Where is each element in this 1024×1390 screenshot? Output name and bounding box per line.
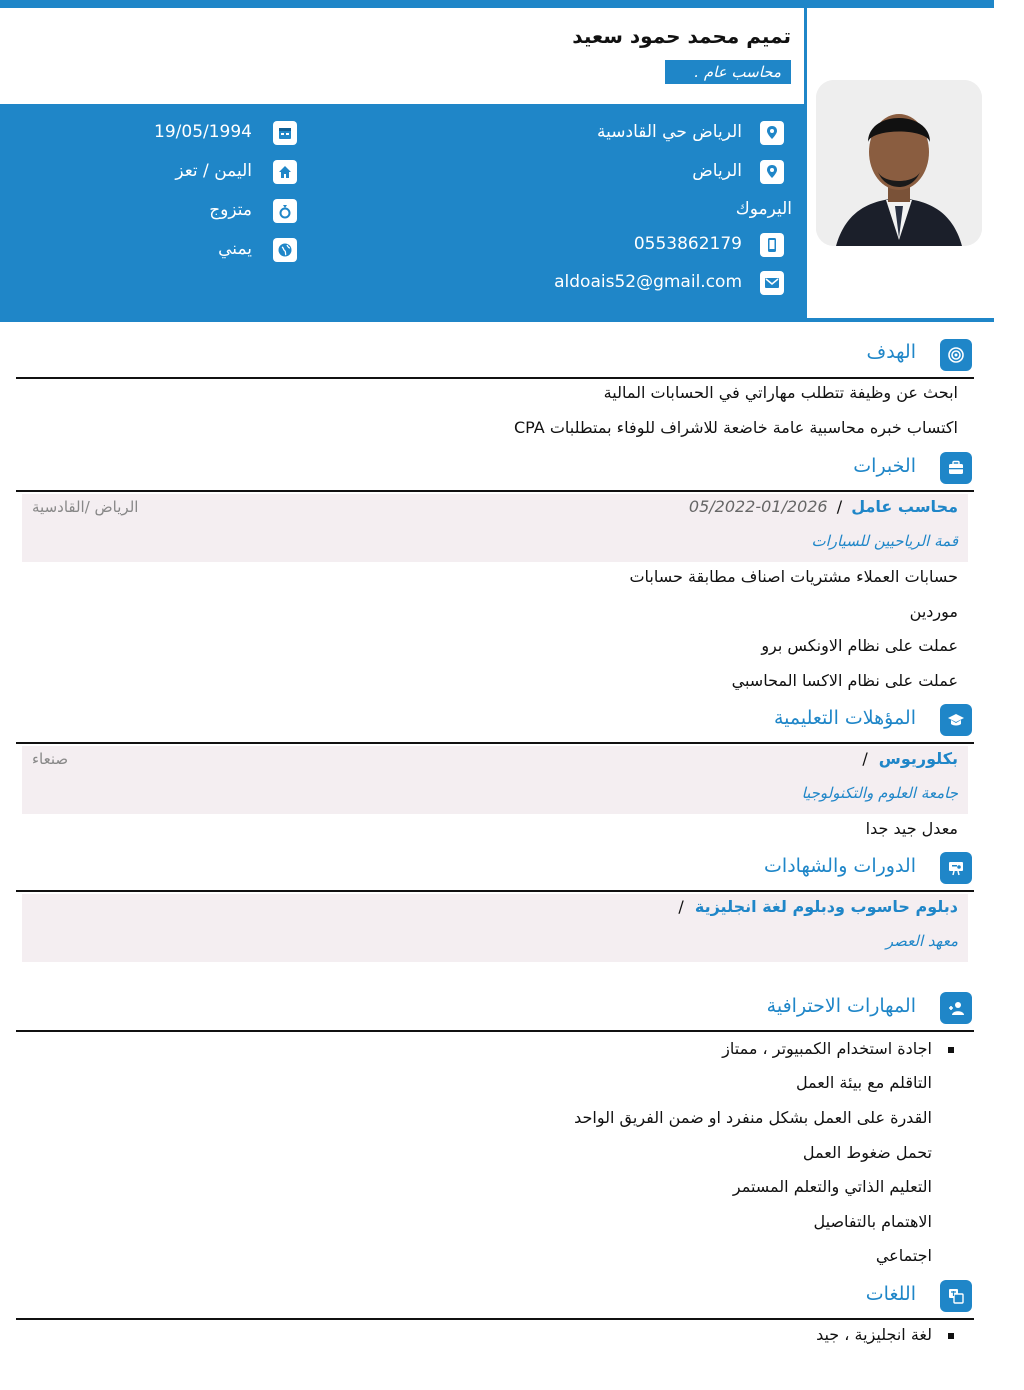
education-heading: المؤهلات التعليمية — [773, 707, 916, 729]
graduation-cap-icon — [940, 704, 972, 736]
title-separator: / — [678, 897, 684, 916]
profile-photo — [816, 80, 982, 246]
briefcase-icon — [940, 452, 972, 484]
home-country: اليمن / تعز — [175, 161, 252, 181]
person-name: تميم محمد حمود سعيد — [572, 24, 791, 48]
bullet-marker — [948, 1047, 954, 1053]
objective-heading: الهدف — [866, 341, 916, 363]
objective-line: اكتساب خبره محاسبية عامة خاضعة للاشراف للوفاء بمتطلبات CPA — [514, 418, 958, 437]
section-divider — [16, 1318, 974, 1320]
bullet-marker — [948, 1333, 954, 1339]
experience-line: عملت على نظام الاكسا المحاسبي — [731, 671, 958, 690]
ring-icon — [273, 199, 297, 223]
section-divider — [16, 890, 974, 892]
email-address[interactable]: aldoais52@gmail.com — [554, 272, 742, 292]
education-entry-header — [22, 746, 968, 814]
experience-title-row — [689, 497, 958, 516]
title-separator: / — [862, 749, 868, 768]
education-grade: معدل جيد جدا — [865, 819, 958, 838]
job-location: الرياض /القادسية — [32, 498, 139, 516]
section-divider — [16, 742, 974, 744]
section-divider — [16, 377, 974, 379]
job-date-range: 01/2026-05/2022 — [688, 497, 828, 516]
experience-line: عملت على نظام الاونكس برو — [761, 636, 958, 655]
address-district: الرياض حي القادسية — [597, 122, 742, 142]
home-icon — [273, 160, 297, 184]
calendar-icon — [273, 121, 297, 145]
courses-heading: الدورات والشهادات — [764, 855, 916, 877]
section-divider — [16, 1030, 974, 1032]
map-pin-icon — [760, 160, 784, 184]
section-divider — [16, 490, 974, 492]
marital-status: متزوج — [209, 200, 252, 220]
translate-icon — [940, 1280, 972, 1312]
experience-line: موردين — [909, 602, 958, 621]
target-icon — [940, 339, 972, 371]
photo-divider — [804, 8, 807, 322]
certificate-icon — [940, 852, 972, 884]
header-bottom-border — [0, 318, 994, 322]
skill-item: الاهتمام بالتفاصيل — [813, 1212, 932, 1231]
course-name: دبلوم حاسوب ودبلوم لغة انجليزية — [694, 897, 958, 916]
skill-item: تحمل ضغوط العمل — [802, 1143, 932, 1162]
degree: بكلوريوس — [878, 749, 958, 768]
skill-item: التاقلم مع بيئة العمل — [795, 1073, 932, 1092]
skill-item: اجادة استخدام الكمبيوتر ، ممتاز — [722, 1039, 932, 1058]
address-city: الرياض — [692, 161, 742, 181]
university-name: جامعة العلوم والتكنولوجيا — [801, 784, 958, 802]
experience-line: حسابات العملاء مشتريات اصناف مطابقة حسابات — [629, 567, 958, 586]
company-name: قمة الرياحيين للسيارات — [811, 532, 958, 550]
job-title-badge: محاسب عام . — [665, 60, 791, 84]
experience-heading: الخبرات — [853, 455, 916, 477]
skill-item: التعليم الذاتي والتعلم المستمر — [732, 1177, 932, 1196]
education-location: صنعاء — [32, 750, 69, 768]
mobile-phone-icon — [760, 233, 784, 257]
map-pin-icon — [760, 121, 784, 145]
institute-name: معهد العصر — [885, 932, 958, 950]
top-accent-bar — [0, 0, 994, 8]
education-title-row — [856, 749, 958, 768]
skills-icon — [940, 992, 972, 1024]
globe-icon — [273, 238, 297, 262]
title-separator: / — [836, 497, 843, 516]
skills-heading: المهارات الاحترافية — [766, 995, 916, 1017]
birth-date: 19/05/1994 — [154, 122, 252, 142]
skill-item: القدرة على العمل بشكل منفرد او ضمن الفريق الواحد — [574, 1108, 932, 1127]
job-role: محاسب عامل — [851, 497, 958, 516]
phone-number[interactable]: 0553862179 — [633, 234, 742, 254]
nationality: يمني — [218, 239, 252, 259]
envelope-icon — [760, 271, 784, 295]
course-title-row — [672, 897, 958, 916]
objective-line: ابحث عن وظيفة تتطلب مهاراتي في الحسابات المالية — [603, 383, 958, 402]
address-area: اليرموك — [735, 199, 792, 219]
skill-item: اجتماعي — [875, 1246, 932, 1265]
language-item: لغة انجليزية ، جيد — [816, 1325, 932, 1344]
languages-heading: اللغات — [865, 1283, 916, 1305]
